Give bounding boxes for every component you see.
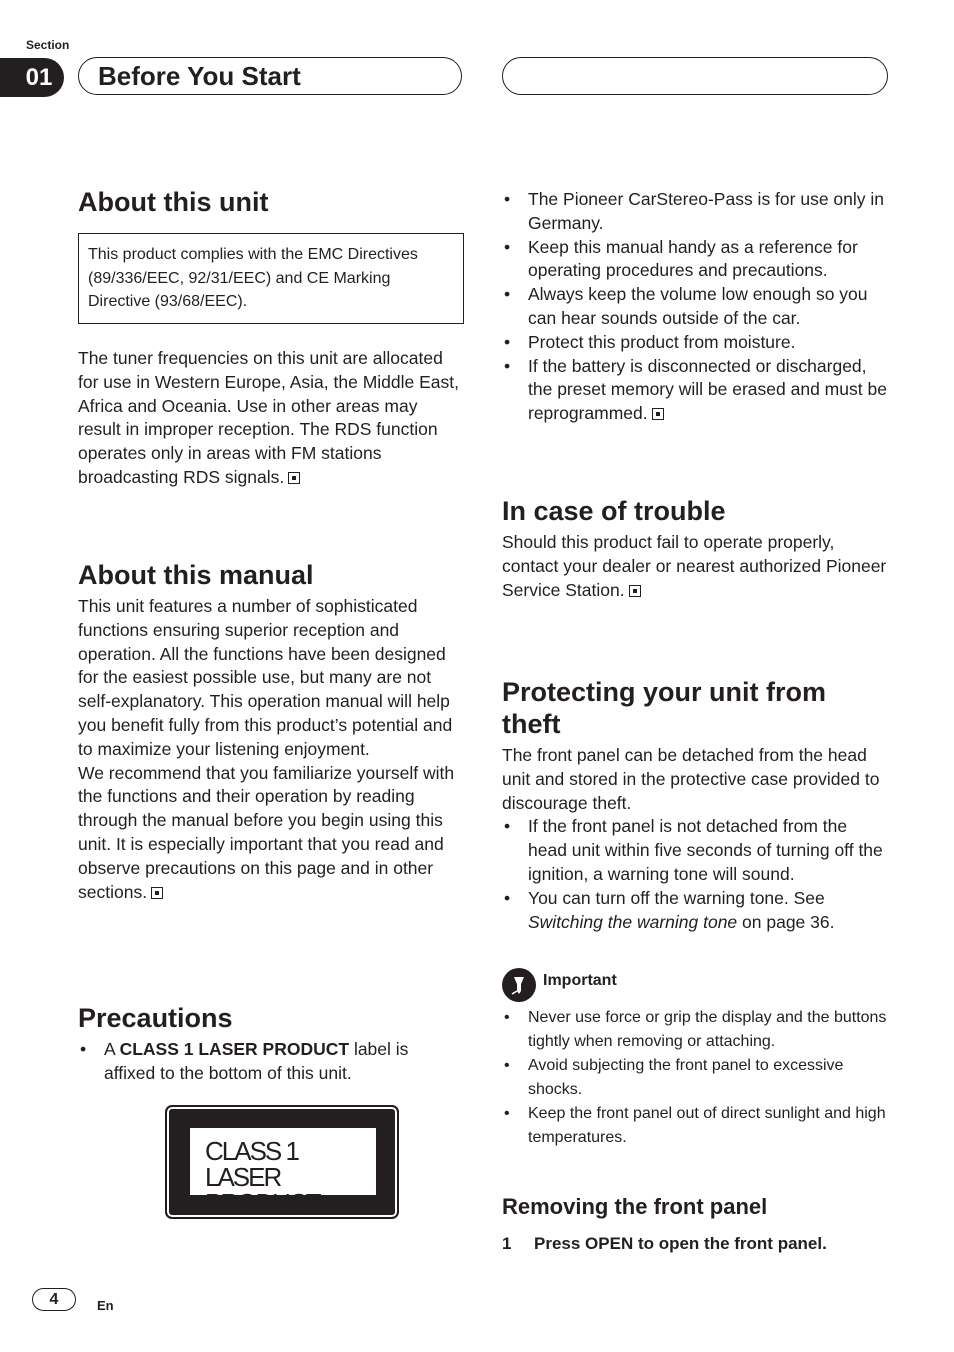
list-item: • Keep this manual handy as a reference for operating procedures and precautions. bbox=[502, 236, 890, 284]
list-item: • If the front panel is not detached from the head unit within five seconds of turning off the ignition, a warning tone will sound. bbox=[502, 815, 890, 886]
step-text: Press OPEN to open the front panel. bbox=[534, 1234, 827, 1253]
laser-label-line1: CLASS 1 bbox=[205, 1136, 298, 1166]
about-unit-body bbox=[78, 347, 464, 490]
section-title: Before You Start bbox=[98, 61, 301, 91]
emc-notice-box bbox=[78, 233, 464, 324]
list-item bbox=[78, 1038, 464, 1086]
list-item: • Protect this product from moisture. bbox=[502, 331, 890, 355]
trouble-heading: In case of trouble bbox=[502, 496, 726, 526]
important-list bbox=[502, 1006, 890, 1150]
removing-heading: Removing the front panel bbox=[502, 1194, 768, 1219]
list-item: • Avoid subjecting the front panel to excessive shocks. bbox=[502, 1054, 890, 1102]
list-item bbox=[502, 887, 890, 935]
list-item: • Never use force or grip the display and the buttons tightly when removing or attaching. bbox=[502, 1006, 890, 1054]
step-1 bbox=[502, 1234, 827, 1254]
cross-reference: Switching the warning tone bbox=[528, 911, 738, 932]
trouble-body bbox=[502, 531, 890, 602]
laser-label-line2: LASER PRODUCT bbox=[205, 1162, 320, 1218]
important-section bbox=[502, 1006, 890, 1150]
theft-section bbox=[502, 676, 890, 934]
item-prefix: You can turn off the warning tone. See bbox=[528, 887, 825, 908]
list-item: • Always keep the volume low enough so you can hear sounds outside of the car. bbox=[502, 283, 890, 331]
end-mark-icon bbox=[652, 408, 664, 420]
about-manual-heading: About this manual bbox=[78, 560, 314, 590]
precautions-list-right bbox=[502, 188, 890, 426]
list-item: • The Pioneer CarStereo-Pass is for use only in Germany. bbox=[502, 188, 890, 236]
important-label: Important bbox=[543, 972, 617, 989]
about-manual-section bbox=[78, 559, 464, 904]
precautions-section bbox=[78, 1002, 464, 1086]
emc-notice-text: This product complies with the EMC Directives (89/336/EEC, 92/31/EEC) and CE Marking Directive (93/68/EEC). bbox=[88, 246, 418, 310]
trouble-section bbox=[502, 495, 890, 602]
language-code: En bbox=[97, 1298, 114, 1313]
step-number: 1 bbox=[502, 1234, 512, 1253]
precautions-list-left bbox=[78, 1038, 464, 1086]
item-prefix: A bbox=[104, 1039, 115, 1059]
about-manual-para2-text: We recommend that you familiarize yourself with the functions and their operation by reading through the manual before you begin using this unit. It is especially important that you read and observe precautions on this page and in other sections. bbox=[78, 762, 455, 902]
about-unit-heading: About this unit bbox=[78, 187, 269, 217]
end-mark-icon bbox=[288, 472, 300, 484]
page-number: 4 bbox=[32, 1288, 76, 1311]
list-item-text: If the battery is disconnected or discharged, the preset memory will be erased and must be reprogrammed. bbox=[528, 355, 887, 424]
precautions-heading: Precautions bbox=[78, 1003, 233, 1033]
item-suffix: label is affixed to the bottom of this unit. bbox=[104, 1039, 409, 1083]
important-icon bbox=[502, 968, 536, 1002]
laser-product-bold: CLASS 1 LASER PRODUCT bbox=[119, 1039, 350, 1059]
about-unit-section bbox=[78, 186, 464, 490]
section-label: Section bbox=[26, 38, 70, 52]
header-empty-frame bbox=[502, 57, 888, 95]
theft-heading: Protecting your unit from theft bbox=[502, 677, 826, 739]
section-number-badge: 01 bbox=[0, 58, 64, 97]
end-mark-icon bbox=[629, 585, 641, 597]
about-unit-body-text: The tuner frequencies on this unit are allocated for use in Western Europe, Asia, the Middle East, Africa and Oceania. Use in other areas may result in improper reception. The RDS function operates only in areas with FM stations broadcasting RDS signals. bbox=[78, 348, 459, 487]
list-item: • Keep the front panel out of direct sunlight and high temperatures. bbox=[502, 1102, 890, 1150]
precautions-continued bbox=[502, 188, 890, 426]
list-item bbox=[502, 355, 890, 426]
end-mark-icon bbox=[151, 887, 163, 899]
item-suffix: on page 36. bbox=[742, 911, 835, 932]
theft-body: The front panel can be detached from the head unit and stored in the protective case provided to discourage theft. bbox=[502, 745, 880, 813]
trouble-body-text: Should this product fail to operate properly, contact your dealer or nearest authorized Pioneer Service Station. bbox=[502, 532, 887, 600]
theft-list bbox=[502, 815, 890, 934]
about-manual-para1: This unit features a number of sophisticated functions ensuring superior reception and operation. All the functions have been designed for the easiest possible use, but many are not self-explanatory. This operation manual will help you benefit fully from this product’s potential and to maximize your listening enjoyment. bbox=[78, 596, 453, 759]
laser-label bbox=[190, 1128, 376, 1218]
about-manual-para2 bbox=[78, 762, 464, 905]
